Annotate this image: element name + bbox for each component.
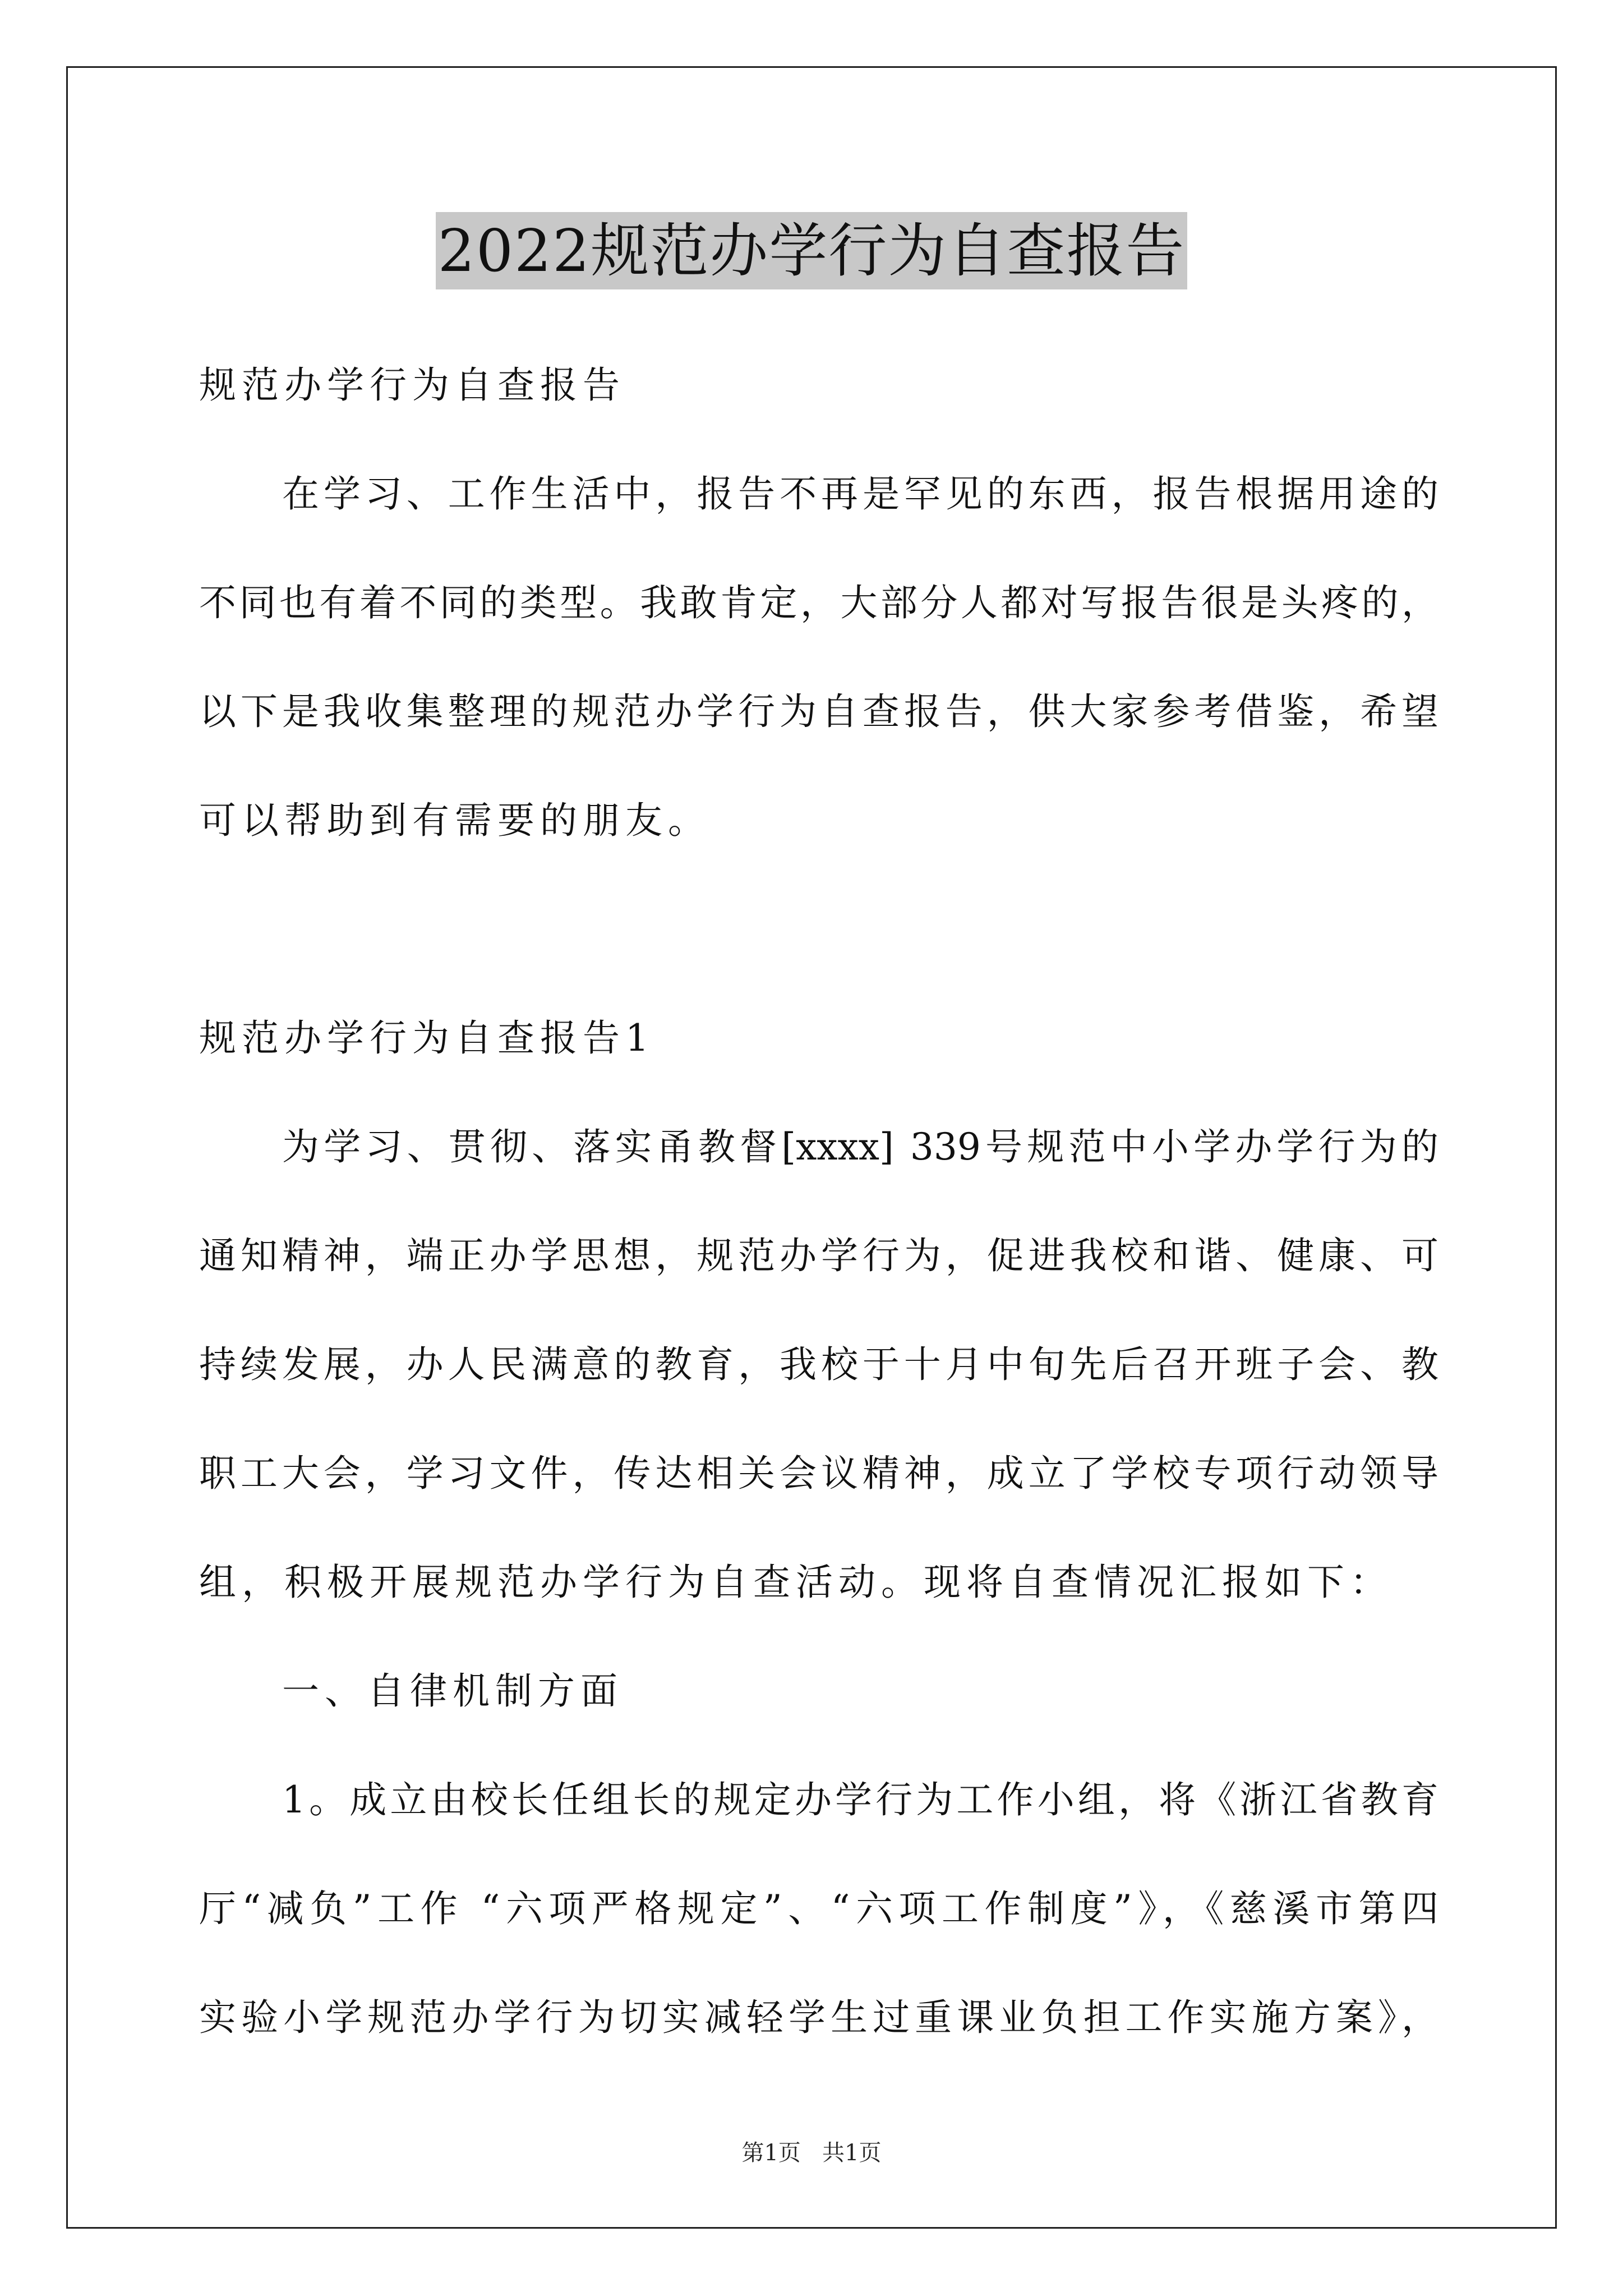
paragraph-line: 实验小学规范办学行为切实减轻学生过重课业负担工作实施方案》， xyxy=(199,1996,1438,2039)
paragraph-line: 1。成立由校长任组长的规定办学行为工作小组，将《浙江省教育 xyxy=(282,1778,1438,1821)
paragraph-line: 为学习、贯彻、落实甬教督[xxxx] 339号规范中小学办学行为的 xyxy=(282,1125,1438,1168)
section-heading: 规范办学行为自查报告1 xyxy=(199,1016,654,1060)
paragraph-line: 组，积极开展规范办学行为自查活动。现将自查情况汇报如下： xyxy=(199,1561,1393,1604)
page-number-footer: 第1页 共1页 xyxy=(741,2140,882,2166)
paragraph-line: 职工大会，学习文件，传达相关会议精神，成立了学校专项行动领导 xyxy=(199,1452,1438,1495)
title-container xyxy=(0,212,1623,289)
subtitle-line: 规范办学行为自查报告 xyxy=(199,364,625,407)
paragraph-line: 不同也有着不同的类型。我敢肯定，大部分人都对写报告很是头疼的， xyxy=(199,581,1438,624)
paragraph-line: 以下是我收集整理的规范办学行为自查报告，供大家参考借鉴，希望 xyxy=(199,690,1438,733)
document-body xyxy=(199,331,1438,2072)
subsection-heading: 一、自律机制方面 xyxy=(282,1669,623,1713)
paragraph-line: 厅“减负”工作 “六项严格规定”、“六项工作制度”》，《慈溪市第四 xyxy=(199,1887,1438,1930)
document-title: 2022规范办学行为自查报告 xyxy=(436,212,1188,289)
paragraph-line: 在学习、工作生活中，报告不再是罕见的东西，报告根据用途的 xyxy=(282,472,1438,516)
paragraph-line: 可以帮助到有需要的朋友。 xyxy=(199,799,711,842)
paragraph-gap xyxy=(199,875,1438,984)
paragraph-line: 通知精神，端正办学思想，规范办学行为，促进我校和谐、健康、可 xyxy=(199,1234,1438,1277)
paragraph-line: 持续发展，办人民满意的教育，我校于十月中旬先后召开班子会、教 xyxy=(199,1343,1438,1386)
